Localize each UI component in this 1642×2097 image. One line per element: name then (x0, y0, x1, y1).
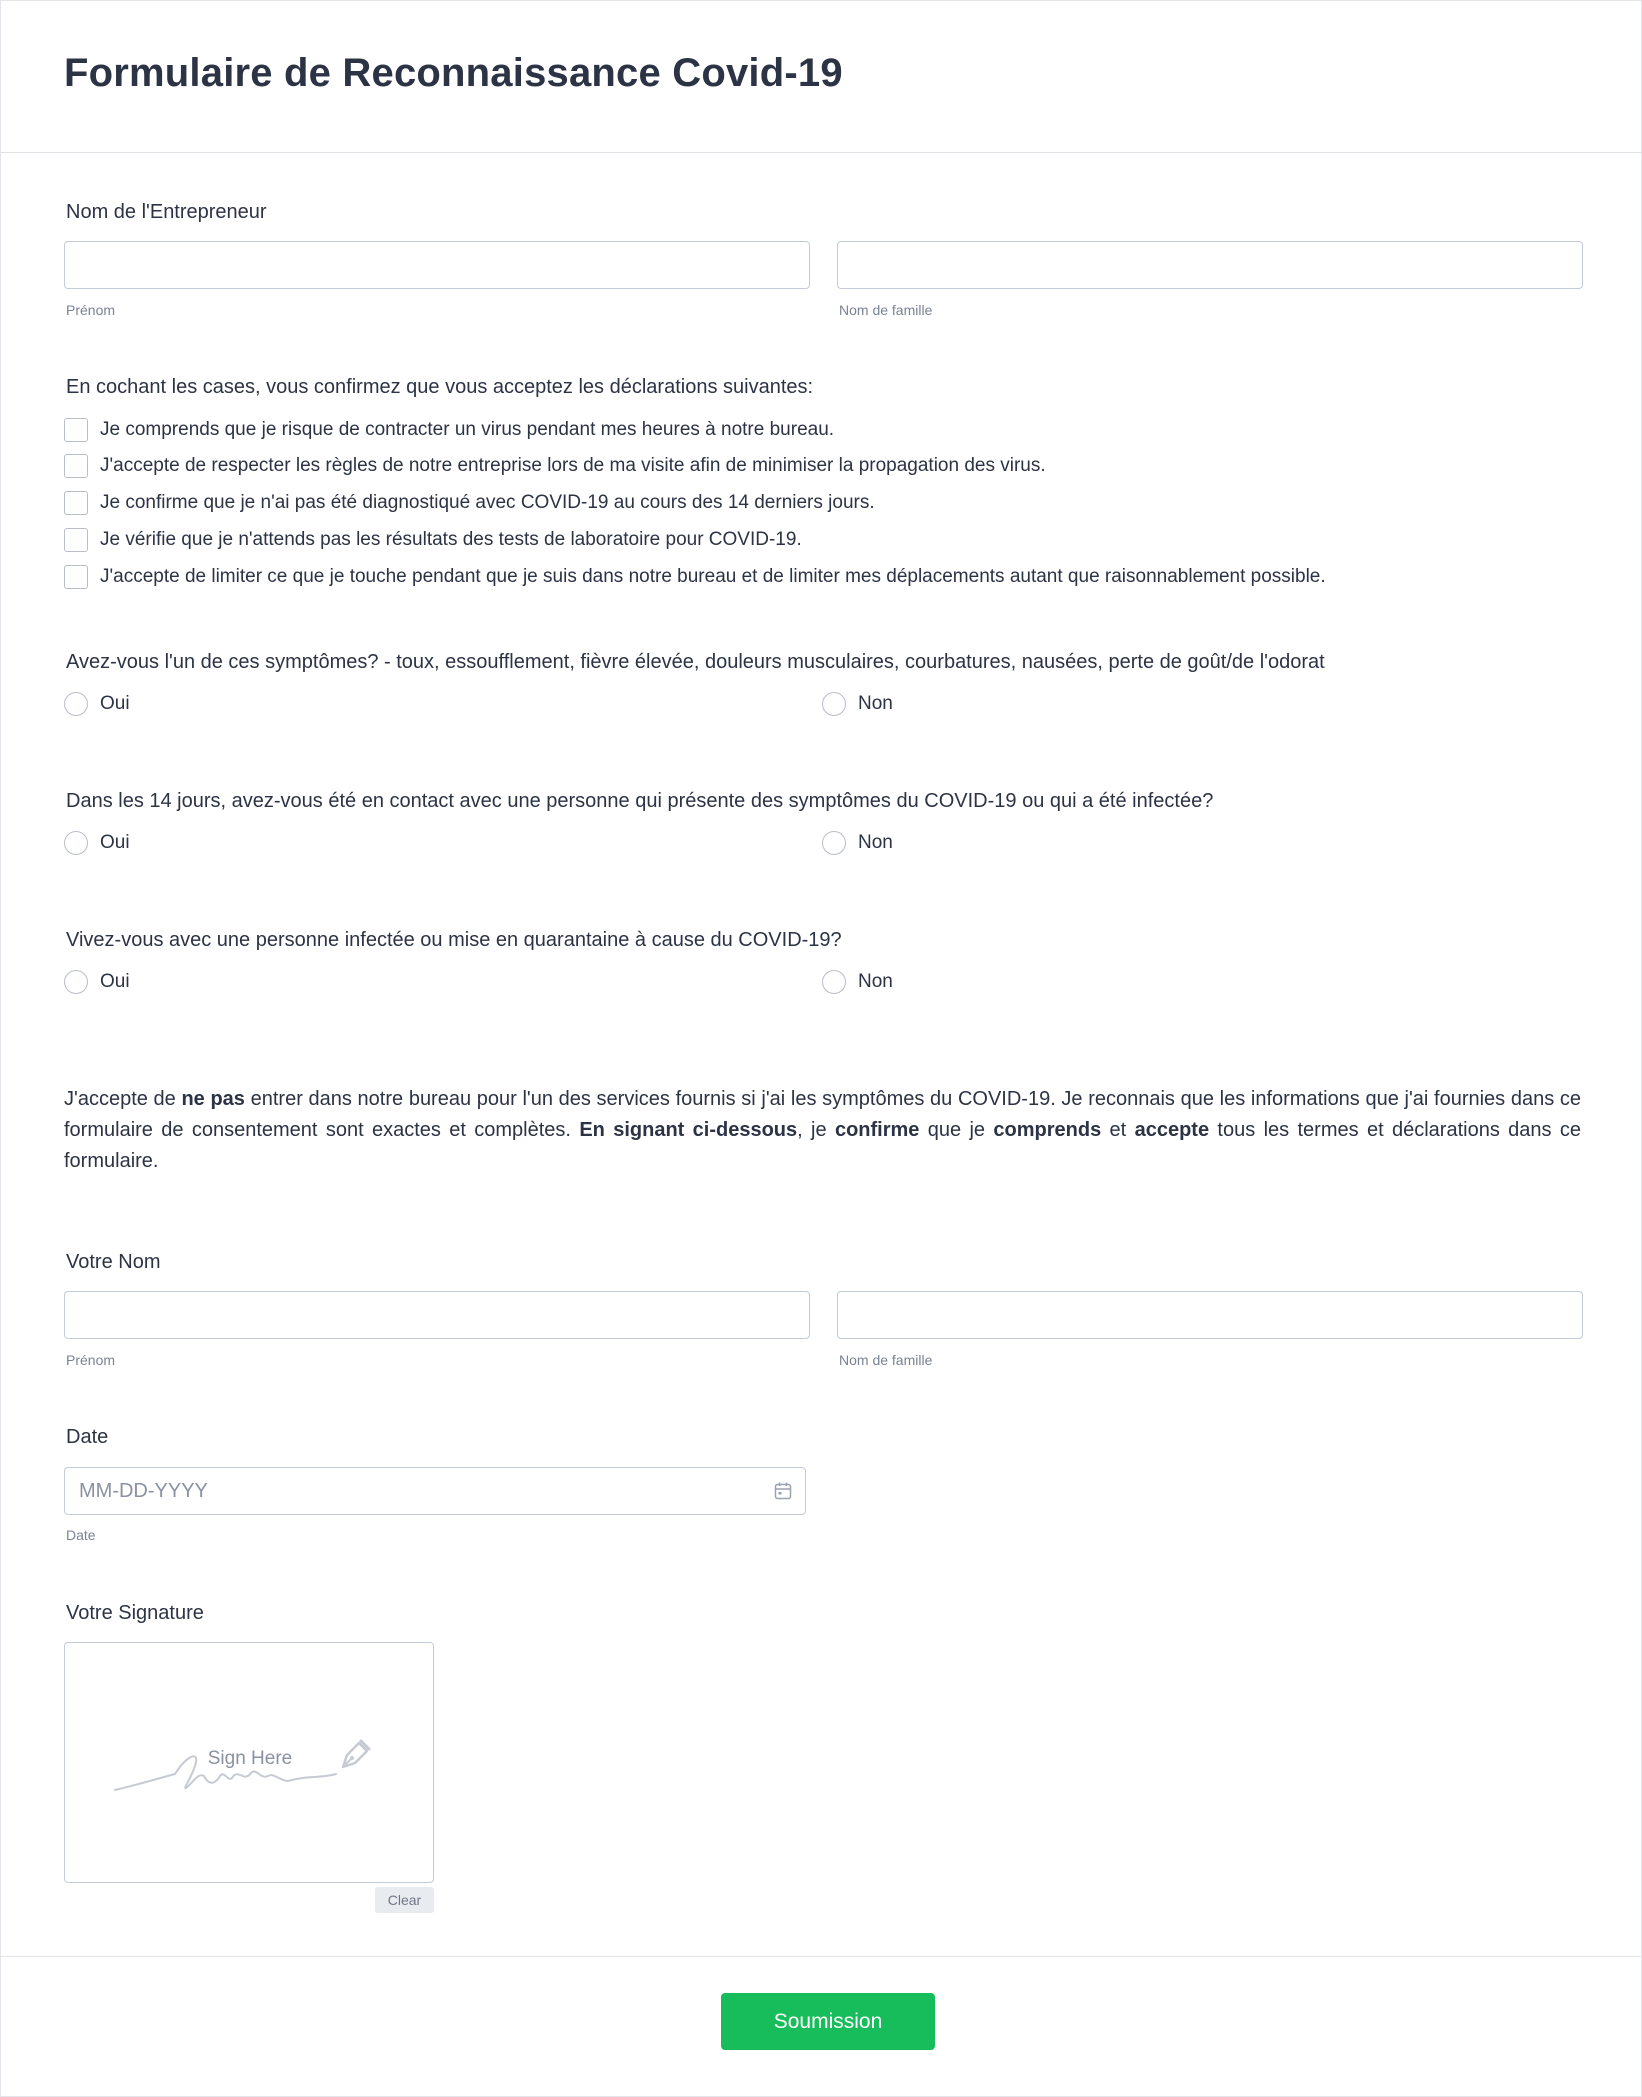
date-input[interactable] (65, 1468, 805, 1514)
contractor-last-name-input[interactable] (838, 242, 1582, 288)
radio-button[interactable] (64, 692, 88, 716)
radio-button[interactable] (822, 831, 846, 855)
declaration-checkbox[interactable] (64, 418, 88, 442)
your-first-name-field[interactable] (64, 1291, 810, 1339)
date-label: Date (66, 1426, 109, 1448)
contact-question-label: Dans les 14 jours, avez-vous été en contact avec une personne qui présente des symptômes du COVID-19 ou qui a été infectée? (66, 790, 1214, 812)
your-last-name-sublabel: Nom de famille (839, 1352, 933, 1368)
clear-signature-button[interactable]: Clear (375, 1887, 434, 1913)
radio-label: Oui (100, 971, 130, 992)
your-first-name-sublabel: Prénom (66, 1352, 116, 1368)
contractor-last-name-sublabel: Nom de famille (839, 302, 933, 318)
declaration-checkbox[interactable] (64, 454, 88, 478)
declaration-option[interactable] (64, 527, 802, 553)
radio-button[interactable] (64, 970, 88, 994)
declarations-label: En cochant les cases, vous confirmez que vous acceptez les déclarations suivantes: (66, 376, 814, 398)
radio-label: Oui (100, 832, 130, 853)
radio-label: Oui (100, 693, 130, 714)
contractor-last-name-field[interactable] (837, 241, 1583, 289)
symptoms-yes-option[interactable] (64, 691, 130, 717)
calendar-icon[interactable] (773, 1481, 793, 1501)
declaration-option[interactable] (64, 453, 1046, 479)
declaration-option[interactable] (64, 564, 1326, 590)
declaration-text: Je confirme que je n'ai pas été diagnostiqué avec COVID-19 au cours des 14 derniers jours. (100, 492, 875, 513)
radio-label: Non (858, 971, 893, 992)
signature-pad[interactable] (64, 1642, 434, 1883)
page-title: Formulaire de Reconnaissance Covid-19 (64, 51, 843, 95)
radio-button[interactable] (822, 692, 846, 716)
pen-nib-icon (337, 1737, 373, 1773)
contractor-name-label: Nom de l'Entrepreneur (66, 201, 267, 223)
contractor-first-name-input[interactable] (65, 242, 809, 288)
declaration-checkbox[interactable] (64, 491, 88, 515)
contact-no-option[interactable] (822, 830, 893, 856)
your-first-name-input[interactable] (65, 1292, 809, 1338)
declaration-option[interactable] (64, 490, 875, 516)
declaration-text: J'accepte de respecter les règles de notre entreprise lors de ma visite afin de minimiser la propagation des virus. (100, 455, 1046, 476)
radio-button[interactable] (64, 831, 88, 855)
agreement-text: J'accepte de ne pas entrer dans notre bureau pour l'un des services fournis si j'ai les symptômes du COVID-19. Je reconnais que les informations que j'ai fournies dans ce formulaire de consentement sont exactes et complètes. En signant ci-dessous, je confirme que je comprends et accepte tous les termes et déclarations dans ce formulaire. (64, 1088, 1581, 1172)
cohabitation-question-label: Vivez-vous avec une personne infectée ou mise en quarantaine à cause du COVID-19? (66, 929, 842, 951)
signature-placeholder: Sign Here (207, 1748, 293, 1769)
contractor-first-name-field[interactable] (64, 241, 810, 289)
declaration-text: Je vérifie que je n'attends pas les résultats des tests de laboratoire pour COVID-19. (100, 529, 802, 550)
declaration-text: J'accepte de limiter ce que je touche pendant que je suis dans notre bureau et de limiter mes déplacements autant que raisonnablement possible. (100, 566, 1326, 587)
signature-label: Votre Signature (66, 1602, 204, 1624)
cohabitation-yes-option[interactable] (64, 969, 130, 995)
symptoms-question-label: Avez-vous l'un de ces symptômes? - toux, essoufflement, fièvre élevée, douleurs musculaires, courbatures, nausées, perte de goût/de l'odorat (66, 651, 1325, 673)
cohabitation-no-option[interactable] (822, 969, 893, 995)
declaration-option[interactable] (64, 417, 834, 443)
your-name-label: Votre Nom (66, 1251, 161, 1273)
date-sublabel: Date (66, 1527, 96, 1543)
form-header (1, 1, 1642, 153)
declaration-checkbox[interactable] (64, 565, 88, 589)
radio-button[interactable] (822, 970, 846, 994)
submit-button[interactable]: Soumission (721, 1993, 935, 2050)
your-last-name-input[interactable] (838, 1292, 1582, 1338)
radio-label: Non (858, 693, 893, 714)
your-last-name-field[interactable] (837, 1291, 1583, 1339)
declaration-checkbox[interactable] (64, 528, 88, 552)
symptoms-no-option[interactable] (822, 691, 893, 717)
date-field[interactable] (64, 1467, 806, 1515)
radio-label: Non (858, 832, 893, 853)
contact-yes-option[interactable] (64, 830, 130, 856)
declaration-text: Je comprends que je risque de contracter un virus pendant mes heures à notre bureau. (100, 419, 835, 440)
contractor-first-name-sublabel: Prénom (66, 302, 116, 318)
